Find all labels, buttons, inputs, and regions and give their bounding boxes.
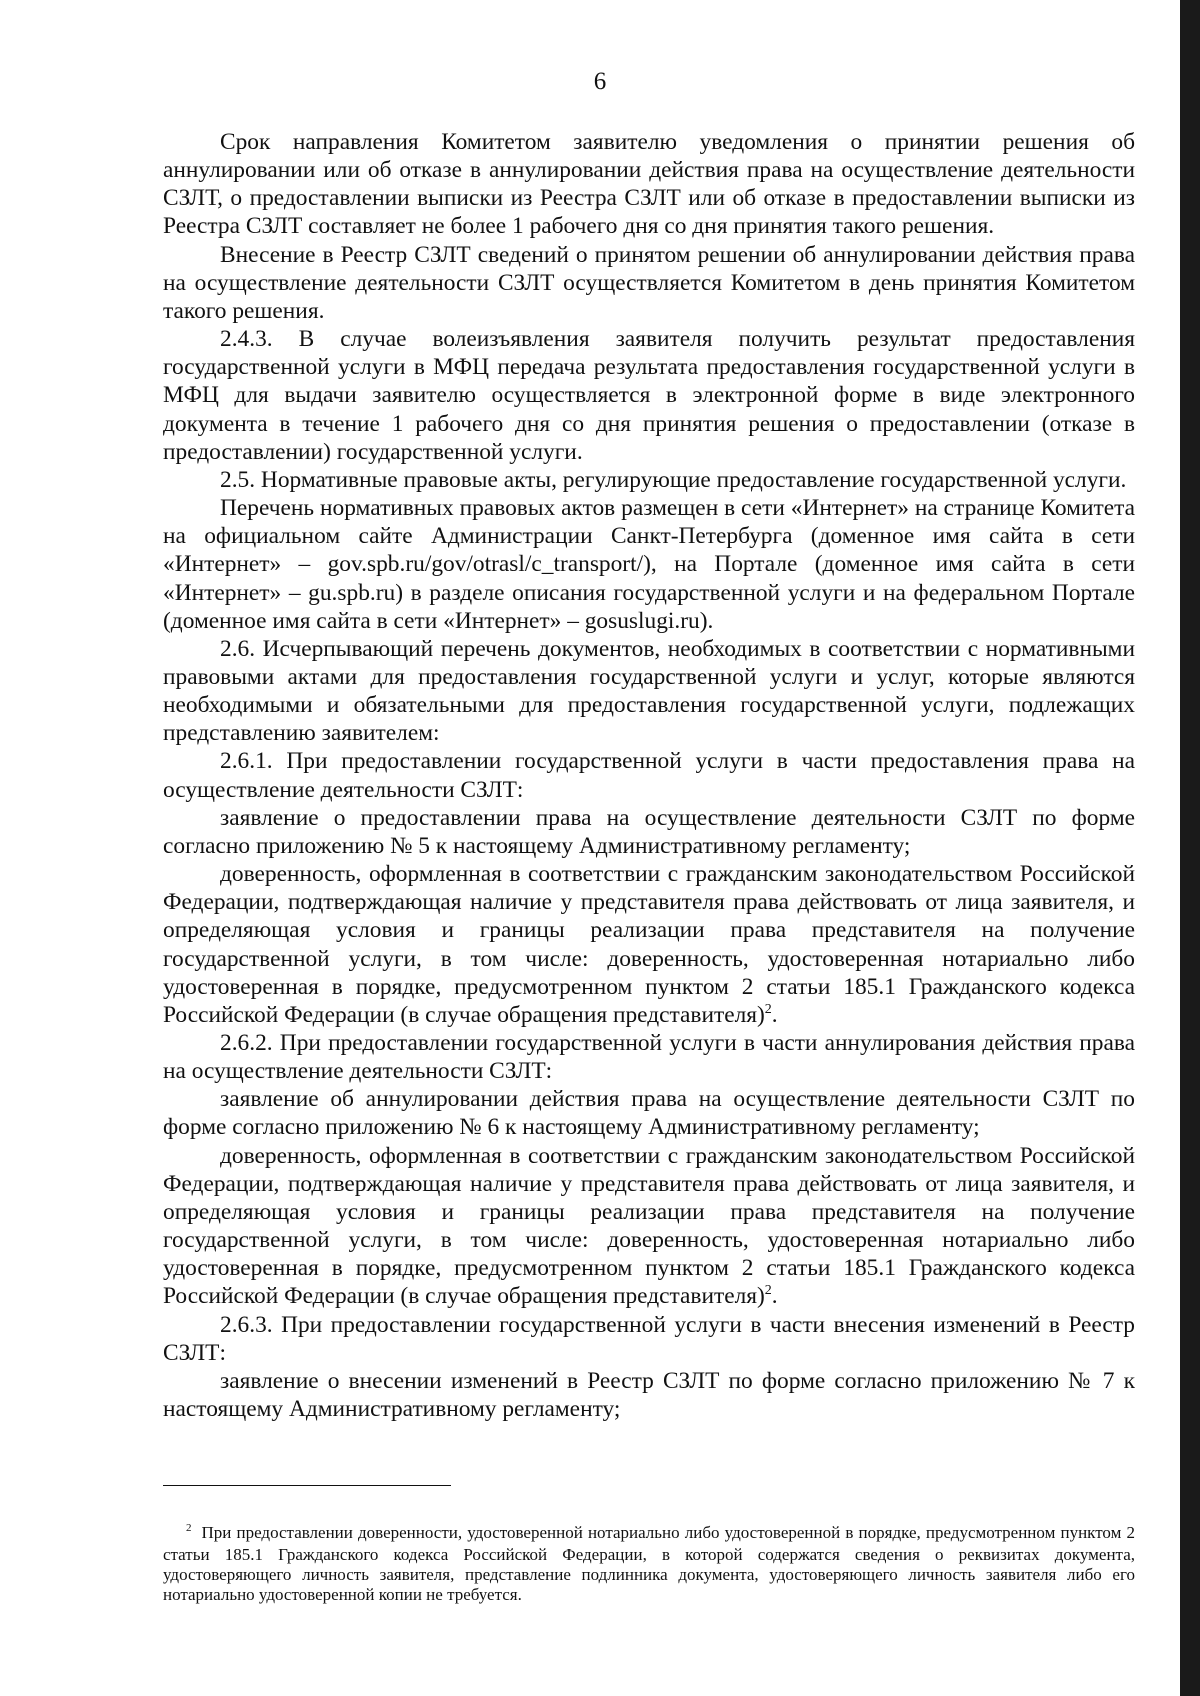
paragraph-2-6-1: 2.6.1. При предоставлении государственной услуги в части предоставления права на осуществление деятельности СЗЛТ:	[163, 748, 1135, 803]
paragraph-application-form-6: заявление об аннулировании действия права на осуществление деятельности СЗЛТ по форме согласно приложению № 6 к настоящему Административному регламенту;	[163, 1086, 1135, 1141]
footnote-separator	[163, 1485, 451, 1486]
power-of-attorney-2-text: доверенность, оформленная в соответствии с гражданским законодательством Российской Федерации, подтверждающая наличие у представителя права действовать от лица заявителя, и определяющая условия и границы реализации права представителя на получение государственной услуги, в том числе: доверенность, удостоверенная нотариально либо удостоверенная в порядке, предусмотренном пунктом 2 статьи 185.1 Гражданского кодекса Российской Федерации (в случае обращения представителя)	[163, 1142, 1135, 1310]
paragraph-2-5: 2.5. Нормативные правовые акты, регулирующие предоставление государственной услуги.	[220, 466, 1127, 493]
scan-edge	[1180, 0, 1200, 1696]
footnote	[163, 1523, 1135, 1605]
footnote-reference: 2	[764, 1002, 772, 1018]
sentence-period: .	[771, 1001, 778, 1028]
paragraph-2-6: 2.6. Исчерпывающий перечень документов, необходимых в соответствии с нормативными правовыми актами для предоставления государственной услуги и услуг, которые являются необходимыми и обязательными для предоставления государственной услуги, подлежащих представлению заявителем:	[163, 635, 1135, 747]
paragraph-application-form-5: заявление о предоставлении права на осуществление деятельности СЗЛТ по форме согласно приложению № 5 к настоящему Административному регламенту;	[163, 804, 1135, 859]
paragraph-power-of-attorney-1	[163, 860, 1135, 1029]
paragraph-application-form-7: заявление о внесении изменений в Реестр СЗЛТ по форме согласно приложению № 7 к настоящему Административному регламенту;	[163, 1367, 1135, 1423]
sentence-period: .	[771, 1283, 778, 1310]
power-of-attorney-1-text: доверенность, оформленная в соответствии с гражданским законодательством Российской Федерации, подтверждающая наличие у представителя права действовать от лица заявителя, и определяющая условия и границы реализации права представителя на получение государственной услуги, в том числе: доверенность, удостоверенная нотариально либо удостоверенная в порядке, предусмотренном пунктом 2 статьи 185.1 Гражданского кодекса Российской Федерации (в случае обращения представителя)	[163, 861, 1135, 1028]
footnote-text: При предоставлении доверенности, удостоверенной нотариально либо удостоверенной в порядке, предусмотренном пунктом 2 статьи 185.1 Гражданского кодекса Российской Федерации, в которой содержатся сведения о реквизитах документа, удостоверяющего личность заявителя, представление подлинника документа, удостоверяющего личность заявителя либо его нотариально удостоверенной копии не требуется.	[163, 1523, 1135, 1604]
page-number: 6	[593, 68, 607, 95]
footnote-mark: 2	[186, 1522, 192, 1534]
paragraph-registry-entry: Внесение в Реестр СЗЛТ сведений о принятом решении об аннулировании действия права на осуществление деятельности СЗЛТ осуществляется Комитетом в день принятия Комитетом такого решения.	[163, 241, 1135, 324]
paragraph-2-6-2: 2.6.2. При предоставлении государственной услуги в части аннулирования действия права на осуществление деятельности СЗЛТ:	[163, 1030, 1135, 1085]
paragraph-power-of-attorney-2	[163, 1142, 1135, 1311]
paragraph-notification-term: Срок направления Комитетом заявителю уведомления о принятии решения об аннулировании или об отказе в аннулировании действия права на осуществление деятельности СЗЛТ, о предоставлении выписки из Реестра СЗЛТ или об отказе в предоставлении выписки из Реестра СЗЛТ составляет не более 1 рабочего дня со дня принятия такого решения.	[163, 129, 1135, 240]
paragraph-2-6-3: 2.6.3. При предоставлении государственной услуги в части внесения изменений в Реестр СЗЛТ:	[163, 1311, 1135, 1366]
paragraph-2-4-3: 2.4.3. В случае волеизъявления заявителя получить результат предоставления государственной услуги в МФЦ передача результата предоставления государственной услуги в МФЦ для выдачи заявителю осуществляется в электронной форме в виде электронного документа в течение 1 рабочего дня со дня принятия решения о предоставлении (отказе в предоставлении) государственной услуги.	[163, 326, 1135, 465]
footnote-reference: 2	[764, 1283, 772, 1299]
document-body	[163, 128, 1135, 1423]
paragraph-acts-list: Перечень нормативных правовых актов размещен в сети «Интернет» на странице Комитета на официальном сайте Администрации Санкт-Петербурга (доменное имя сайта в сети «Интернет» – gov.spb.ru/gov/otrasl/c_transport/), на Портале (доменное имя сайта в сети «Интернет» – gu.spb.ru) в разделе описания государственной услуги и на федеральном Портале (доменное имя сайта в сети «Интернет» – gosuslugi.ru).	[163, 495, 1135, 634]
